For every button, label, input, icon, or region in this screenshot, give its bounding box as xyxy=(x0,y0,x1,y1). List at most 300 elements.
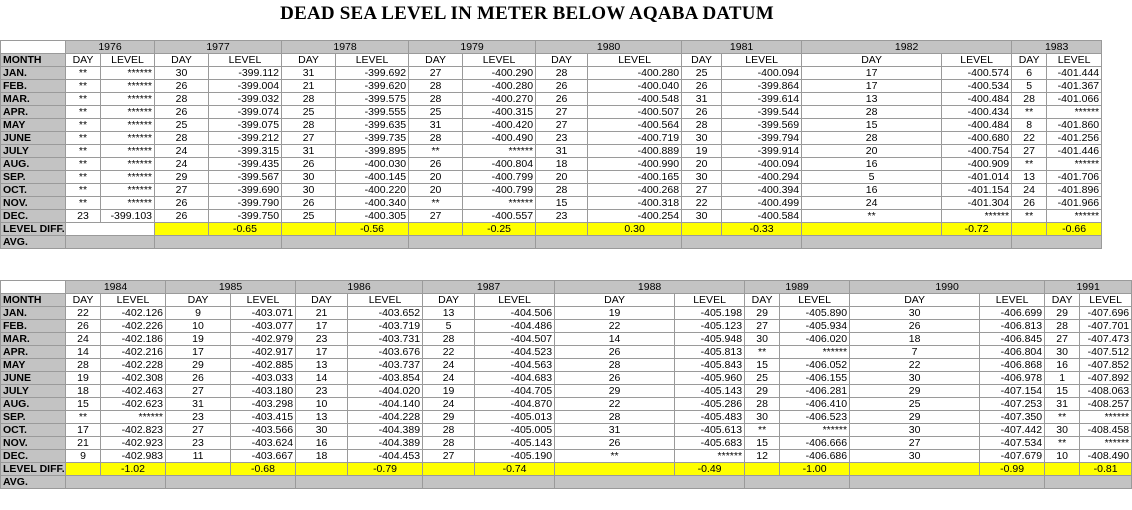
level-cell: -408.257 xyxy=(1080,398,1132,411)
level-cell: -407.892 xyxy=(1080,372,1132,385)
day-cell: 26 xyxy=(155,80,209,93)
year-header: 1990 xyxy=(850,281,1045,294)
level-cell: -406.052 xyxy=(780,359,850,372)
level-cell: -400.564 xyxy=(588,119,682,132)
day-cell: 19 xyxy=(166,333,231,346)
level-cell: -401.896 xyxy=(1047,184,1102,197)
year-header: 1982 xyxy=(802,41,1012,54)
level-cell: -404.486 xyxy=(475,320,555,333)
day-cell: ** xyxy=(745,346,780,359)
day-cell: 8 xyxy=(1012,119,1047,132)
level-cell: -400.799 xyxy=(463,171,536,184)
day-cell: 13 xyxy=(802,93,942,106)
level-cell: -399.690 xyxy=(209,184,282,197)
level-cell: -400.799 xyxy=(463,184,536,197)
level-cell: -400.804 xyxy=(463,158,536,171)
level-cell: ****** xyxy=(463,145,536,158)
day-cell: 14 xyxy=(555,333,675,346)
level-cell: -400.094 xyxy=(722,158,802,171)
level-cell: -407.253 xyxy=(980,398,1045,411)
level-diff-value: -0.56 xyxy=(336,223,409,236)
day-cell: 17 xyxy=(802,80,942,93)
day-cell: ** xyxy=(66,119,101,132)
level-cell: -400.507 xyxy=(588,106,682,119)
year-header-row xyxy=(1,41,1102,54)
month-label: JUNE xyxy=(1,372,66,385)
level-cell: -405.948 xyxy=(675,333,745,346)
level-cell: -406.978 xyxy=(980,372,1045,385)
level-cell: -404.507 xyxy=(475,333,555,346)
month-label: DEC. xyxy=(1,210,66,223)
level-cell: ****** xyxy=(101,93,155,106)
day-cell: ** xyxy=(555,450,675,463)
level-cell: -406.813 xyxy=(980,320,1045,333)
day-cell: ** xyxy=(1045,411,1080,424)
day-cell: 13 xyxy=(296,411,348,424)
day-cell: 30 xyxy=(745,333,780,346)
corner-cell xyxy=(1,281,66,294)
day-cell: 19 xyxy=(66,372,101,385)
day-cell: 22 xyxy=(423,346,475,359)
day-cell: 28 xyxy=(423,437,475,450)
level-cell: -400.574 xyxy=(942,67,1012,80)
avg-cell xyxy=(536,236,682,249)
month-label: FEB. xyxy=(1,320,66,333)
level-cell: -400.280 xyxy=(588,67,682,80)
day-cell: 24 xyxy=(423,359,475,372)
level-cell: -404.705 xyxy=(475,385,555,398)
level-cell: ****** xyxy=(101,411,166,424)
day-cell: 30 xyxy=(296,424,348,437)
level-cell: -399.544 xyxy=(722,106,802,119)
level-cell: -399.914 xyxy=(722,145,802,158)
level-cell: ****** xyxy=(1080,437,1132,450)
level-cell: -407.442 xyxy=(980,424,1045,437)
day-cell: 29 xyxy=(1045,307,1080,320)
level-cell: -401.256 xyxy=(1047,132,1102,145)
day-cell: 28 xyxy=(423,333,475,346)
level-diff-value: -1.02 xyxy=(101,463,166,476)
day-cell: 30 xyxy=(155,67,209,80)
level-cell: -404.563 xyxy=(475,359,555,372)
level-diff-value: -1.00 xyxy=(780,463,850,476)
level-cell: -403.719 xyxy=(348,320,423,333)
day-cell: 29 xyxy=(850,411,980,424)
day-cell: 20 xyxy=(536,171,588,184)
level-cell: -407.852 xyxy=(1080,359,1132,372)
avg-cell xyxy=(66,476,166,489)
day-cell: 30 xyxy=(850,372,980,385)
day-cell: 27 xyxy=(745,320,780,333)
day-cell: 26 xyxy=(850,320,980,333)
level-cell: -401.066 xyxy=(1047,93,1102,106)
level-cell: -406.845 xyxy=(980,333,1045,346)
day-cell: 26 xyxy=(155,197,209,210)
level-cell: -401.706 xyxy=(1047,171,1102,184)
day-cell: 28 xyxy=(802,132,942,145)
month-label: JULY xyxy=(1,145,66,158)
table-row xyxy=(1,93,1102,106)
level-diff-empty xyxy=(66,223,155,236)
day-cell: 28 xyxy=(282,119,336,132)
level-header: LEVEL xyxy=(209,54,282,67)
level-cell: ****** xyxy=(1047,106,1102,119)
day-cell: 26 xyxy=(1012,197,1047,210)
day-cell: 28 xyxy=(1012,93,1047,106)
day-cell: 26 xyxy=(282,197,336,210)
level-diff-value: -0.33 xyxy=(722,223,802,236)
day-cell: ** xyxy=(1012,106,1047,119)
month-label: AUG. xyxy=(1,158,66,171)
day-cell: 15 xyxy=(745,359,780,372)
level-cell: -399.735 xyxy=(336,132,409,145)
month-label: AUG. xyxy=(1,398,66,411)
level-cell: -403.566 xyxy=(231,424,296,437)
level-header: LEVEL xyxy=(1047,54,1102,67)
day-cell: 25 xyxy=(745,372,780,385)
day-cell: 20 xyxy=(802,145,942,158)
level-cell: ****** xyxy=(101,197,155,210)
level-cell: -408.063 xyxy=(1080,385,1132,398)
day-cell: 23 xyxy=(66,210,101,223)
level-cell: -400.254 xyxy=(588,210,682,223)
level-cell: -399.103 xyxy=(101,210,155,223)
day-cell: 19 xyxy=(555,307,675,320)
level-cell: -400.754 xyxy=(942,145,1012,158)
page-title: DEAD SEA LEVEL IN METER BELOW AQABA DATUM xyxy=(280,3,774,24)
day-cell: 27 xyxy=(166,385,231,398)
level-cell: -400.557 xyxy=(463,210,536,223)
year-header: 1983 xyxy=(1012,41,1102,54)
level-cell: ****** xyxy=(1047,210,1102,223)
day-cell: 21 xyxy=(66,437,101,450)
day-cell: 17 xyxy=(66,424,101,437)
level-cell: ****** xyxy=(1047,158,1102,171)
table-row xyxy=(1,411,1132,424)
table-row xyxy=(1,132,1102,145)
level-cell: -405.483 xyxy=(675,411,745,424)
level-header: LEVEL xyxy=(588,54,682,67)
avg-cell xyxy=(1012,236,1102,249)
table-row xyxy=(1,320,1132,333)
year-header-row xyxy=(1,281,1132,294)
month-label: DEC. xyxy=(1,450,66,463)
level-cell: -400.145 xyxy=(336,171,409,184)
day-cell: 27 xyxy=(682,184,722,197)
day-cell: 18 xyxy=(296,450,348,463)
level-cell: -399.569 xyxy=(722,119,802,132)
level-cell: -406.020 xyxy=(780,333,850,346)
level-cell: -404.506 xyxy=(475,307,555,320)
day-cell: 1 xyxy=(1045,372,1080,385)
avg-cell xyxy=(1045,476,1132,489)
month-label: APR. xyxy=(1,346,66,359)
level-cell: -400.909 xyxy=(942,158,1012,171)
day-cell: ** xyxy=(66,145,101,158)
level-cell: -401.367 xyxy=(1047,80,1102,93)
level-diff-value: -0.65 xyxy=(209,223,282,236)
level-header: LEVEL xyxy=(722,54,802,67)
level-cell: -403.731 xyxy=(348,333,423,346)
level-cell: -403.667 xyxy=(231,450,296,463)
level-cell: -400.499 xyxy=(722,197,802,210)
day-cell: 28 xyxy=(409,93,463,106)
day-cell: ** xyxy=(802,210,942,223)
year-header: 1985 xyxy=(166,281,296,294)
level-cell: -400.030 xyxy=(336,158,409,171)
level-cell: -404.389 xyxy=(348,437,423,450)
level-header: LEVEL xyxy=(336,54,409,67)
table-row xyxy=(1,158,1102,171)
level-cell: -400.484 xyxy=(942,93,1012,106)
level-cell: -404.523 xyxy=(475,346,555,359)
day-cell: 10 xyxy=(166,320,231,333)
day-cell: 6 xyxy=(1012,67,1047,80)
level-cell: -400.305 xyxy=(336,210,409,223)
day-cell: 21 xyxy=(282,80,336,93)
column-header-row xyxy=(1,294,1132,307)
day-cell: 24 xyxy=(1012,184,1047,197)
level-diff-value: -0.72 xyxy=(942,223,1012,236)
level-cell: -402.186 xyxy=(101,333,166,346)
level-diff-label: LEVEL DIFF. xyxy=(1,223,66,236)
day-cell: 26 xyxy=(155,210,209,223)
day-cell: 23 xyxy=(536,210,588,223)
level-cell: ****** xyxy=(101,80,155,93)
day-cell: 18 xyxy=(850,333,980,346)
level-cell: -405.143 xyxy=(475,437,555,450)
day-cell: 26 xyxy=(555,346,675,359)
level-cell: -399.212 xyxy=(209,132,282,145)
level-cell: ****** xyxy=(101,184,155,197)
level-cell: ****** xyxy=(1080,411,1132,424)
day-header: DAY xyxy=(296,294,348,307)
level-diff-spacer xyxy=(802,223,942,236)
day-cell: 26 xyxy=(66,320,101,333)
level-cell: -402.463 xyxy=(101,385,166,398)
day-cell: 29 xyxy=(155,171,209,184)
level-diff-spacer xyxy=(682,223,722,236)
day-cell: 17 xyxy=(296,320,348,333)
level-cell: -399.614 xyxy=(722,93,802,106)
level-cell: -400.315 xyxy=(463,106,536,119)
day-cell: 30 xyxy=(850,424,980,437)
level-cell: -404.870 xyxy=(475,398,555,411)
day-cell: 28 xyxy=(745,398,780,411)
day-header: DAY xyxy=(66,294,101,307)
month-label: NOV. xyxy=(1,197,66,210)
day-cell: 29 xyxy=(850,385,980,398)
level-cell: -399.567 xyxy=(209,171,282,184)
day-header: DAY xyxy=(155,54,209,67)
day-header: DAY xyxy=(1012,54,1047,67)
level-cell: -407.534 xyxy=(980,437,1045,450)
day-cell: 16 xyxy=(802,158,942,171)
day-header: DAY xyxy=(66,54,101,67)
day-cell: 10 xyxy=(296,398,348,411)
day-cell: 13 xyxy=(1012,171,1047,184)
day-header: DAY xyxy=(555,294,675,307)
day-cell: 19 xyxy=(682,145,722,158)
day-cell: 28 xyxy=(66,359,101,372)
day-cell: ** xyxy=(66,197,101,210)
level-cell: -404.389 xyxy=(348,424,423,437)
level-cell: -402.923 xyxy=(101,437,166,450)
day-cell: 26 xyxy=(409,158,463,171)
level-cell: ****** xyxy=(101,119,155,132)
level-cell: -402.226 xyxy=(101,320,166,333)
day-cell: 14 xyxy=(296,372,348,385)
month-label: FEB. xyxy=(1,80,66,93)
level-cell: -400.484 xyxy=(942,119,1012,132)
day-cell: 27 xyxy=(155,184,209,197)
day-cell: ** xyxy=(1012,158,1047,171)
avg-label: AVG. xyxy=(1,476,66,489)
level-cell: ****** xyxy=(942,210,1012,223)
month-label: OCT. xyxy=(1,184,66,197)
day-cell: 27 xyxy=(850,437,980,450)
day-cell: 11 xyxy=(166,450,231,463)
level-header: LEVEL xyxy=(675,294,745,307)
level-cell: -403.652 xyxy=(348,307,423,320)
level-diff-value: 0.30 xyxy=(588,223,682,236)
level-header: LEVEL xyxy=(980,294,1045,307)
level-cell: -403.676 xyxy=(348,346,423,359)
day-cell: 26 xyxy=(282,158,336,171)
day-cell: 31 xyxy=(282,67,336,80)
table-row xyxy=(1,210,1102,223)
day-cell: 31 xyxy=(555,424,675,437)
level-header: LEVEL xyxy=(101,294,166,307)
level-cell: -405.286 xyxy=(675,398,745,411)
level-cell: -399.895 xyxy=(336,145,409,158)
day-cell: 13 xyxy=(423,307,475,320)
level-cell: -401.014 xyxy=(942,171,1012,184)
day-cell: 9 xyxy=(166,307,231,320)
level-cell: -399.112 xyxy=(209,67,282,80)
level-diff-value: -0.68 xyxy=(231,463,296,476)
level-cell: ****** xyxy=(101,171,155,184)
day-cell: 12 xyxy=(745,450,780,463)
day-cell: 26 xyxy=(682,80,722,93)
day-cell: 5 xyxy=(802,171,942,184)
day-cell: ** xyxy=(66,158,101,171)
level-cell: -402.983 xyxy=(101,450,166,463)
day-cell: 22 xyxy=(555,320,675,333)
day-cell: 24 xyxy=(423,398,475,411)
level-cell: -400.290 xyxy=(463,67,536,80)
day-cell: ** xyxy=(66,67,101,80)
level-cell: -400.584 xyxy=(722,210,802,223)
level-diff-spacer xyxy=(409,223,463,236)
level-cell: -406.686 xyxy=(780,450,850,463)
column-header-row xyxy=(1,54,1102,67)
level-cell: -402.823 xyxy=(101,424,166,437)
day-cell: 25 xyxy=(850,398,980,411)
day-cell: 24 xyxy=(802,197,942,210)
table-row xyxy=(1,385,1132,398)
day-cell: 30 xyxy=(850,450,980,463)
day-cell: 18 xyxy=(66,385,101,398)
day-cell: 17 xyxy=(166,346,231,359)
level-cell: -400.719 xyxy=(588,132,682,145)
day-cell: 15 xyxy=(745,437,780,450)
day-cell: 31 xyxy=(409,119,463,132)
level-cell: -402.917 xyxy=(231,346,296,359)
level-cell: -407.679 xyxy=(980,450,1045,463)
day-header: DAY xyxy=(409,54,463,67)
day-cell: 27 xyxy=(166,424,231,437)
table-row xyxy=(1,119,1102,132)
day-cell: 15 xyxy=(536,197,588,210)
level-cell: ****** xyxy=(463,197,536,210)
table-row xyxy=(1,184,1102,197)
day-cell: 28 xyxy=(409,80,463,93)
month-label: MAY xyxy=(1,119,66,132)
level-cell: ****** xyxy=(101,106,155,119)
level-diff-spacer xyxy=(1045,463,1080,476)
table-row xyxy=(1,307,1132,320)
level-cell: -404.020 xyxy=(348,385,423,398)
level-cell: -402.308 xyxy=(101,372,166,385)
level-cell: -403.071 xyxy=(231,307,296,320)
level-cell: -408.490 xyxy=(1080,450,1132,463)
level-cell: -405.890 xyxy=(780,307,850,320)
day-cell: 17 xyxy=(802,67,942,80)
day-cell: ** xyxy=(66,80,101,93)
day-header: DAY xyxy=(850,294,980,307)
day-cell: 26 xyxy=(536,93,588,106)
month-label: SEP. xyxy=(1,411,66,424)
level-cell: -399.074 xyxy=(209,106,282,119)
day-header: DAY xyxy=(282,54,336,67)
day-cell: 10 xyxy=(1045,450,1080,463)
day-cell: 27 xyxy=(409,67,463,80)
day-cell: 22 xyxy=(682,197,722,210)
day-cell: 30 xyxy=(745,411,780,424)
day-cell: 24 xyxy=(423,372,475,385)
day-header: DAY xyxy=(802,54,942,67)
level-cell: -401.966 xyxy=(1047,197,1102,210)
year-header: 1984 xyxy=(66,281,166,294)
level-cell: ****** xyxy=(780,424,850,437)
day-cell: 23 xyxy=(536,132,588,145)
level-cell: -406.699 xyxy=(980,307,1045,320)
level-cell: -399.864 xyxy=(722,80,802,93)
day-cell: 25 xyxy=(682,67,722,80)
level-diff-spacer xyxy=(745,463,780,476)
day-cell: 28 xyxy=(1045,320,1080,333)
avg-cell xyxy=(850,476,1045,489)
level-cell: -400.889 xyxy=(588,145,682,158)
month-label: OCT. xyxy=(1,424,66,437)
day-header: DAY xyxy=(682,54,722,67)
level-cell: -400.268 xyxy=(588,184,682,197)
level-cell: -407.701 xyxy=(1080,320,1132,333)
level-cell: -405.143 xyxy=(675,385,745,398)
day-cell: 28 xyxy=(155,132,209,145)
level-diff-spacer xyxy=(296,463,348,476)
avg-cell xyxy=(802,236,1012,249)
level-diff-value: -0.49 xyxy=(675,463,745,476)
level-cell: -399.004 xyxy=(209,80,282,93)
level-cell: -401.860 xyxy=(1047,119,1102,132)
year-header: 1979 xyxy=(409,41,536,54)
table-row xyxy=(1,80,1102,93)
level-diff-row xyxy=(1,463,1132,476)
day-cell: 27 xyxy=(423,450,475,463)
level-diff-value: -0.99 xyxy=(980,463,1045,476)
